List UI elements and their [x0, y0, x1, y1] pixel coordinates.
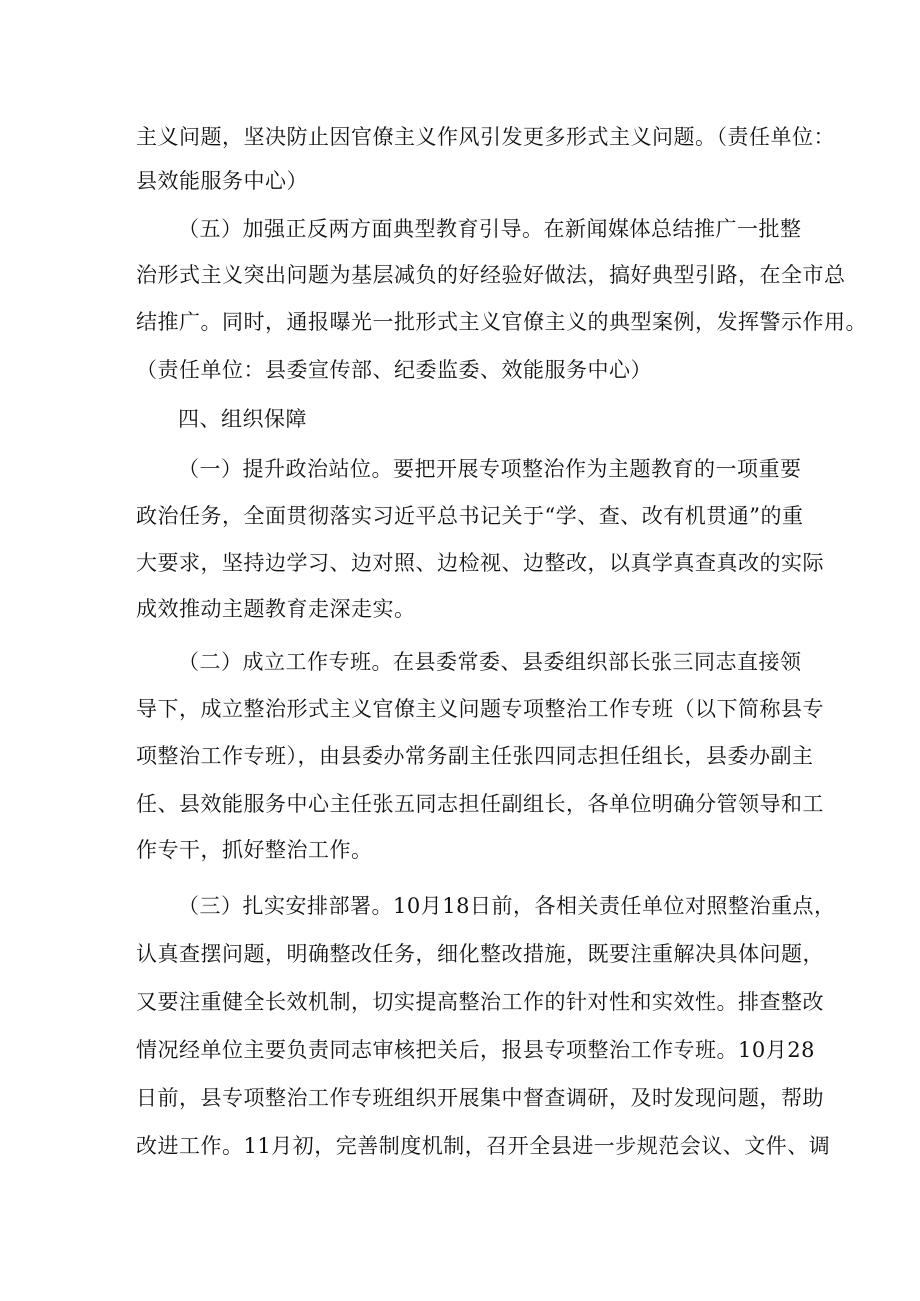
text-line: 结推广。同时，通报曝光一批形式主义官僚主义的典型案例，发挥警示作用。	[136, 310, 867, 334]
text-line: 导下，成立整治形式主义官僚主义问题专项整治工作专班（以下简称县专	[136, 697, 824, 721]
text-line: 成效推动主题教育走深走实。	[136, 597, 416, 621]
paragraph-5-heading: （五）加强正反两方面典型教育引导。在新闻媒体总结推广一批整	[178, 217, 802, 241]
text-line: 又要注重健全长效机制，切实提高整治工作的针对性和实效性。排查整改	[136, 990, 824, 1014]
text-line: 作专干，抓好整治工作。	[136, 838, 373, 862]
text-line: 大要求，坚持边学习、边对照、边检视、边整改，以真学真查真改的实际	[136, 551, 824, 575]
paragraph-1-heading: （一）提升政治站位。要把开展专项整治作为主题教育的一项重要	[178, 457, 802, 481]
section-heading: 四、组织保障	[178, 407, 307, 431]
text-line: 治形式主义突出问题为基层减负的好经验好做法，搞好典型引路，在全市总	[136, 263, 846, 287]
text-line: 任、县效能服务中心主任张五同志担任副组长，各单位明确分管领导和工	[136, 792, 824, 816]
text-line: 县效能服务中心）	[136, 169, 308, 193]
paragraph-3-heading: （三）扎实安排部署。10月18日前，各相关责任单位对照整治重点，	[178, 894, 836, 918]
text-line: 主义问题，坚决防止因官僚主义作风引发更多形式主义问题。（责任单位：	[136, 125, 835, 149]
text-line: 认真查摆问题，明确整改任务，细化整改措施，既要注重解决具体问题，	[136, 942, 824, 966]
text-line: 情况经单位主要负责同志审核把关后，报县专项整治工作专班。10月28	[136, 1038, 815, 1062]
text-line: 政治任务，全面贯彻落实习近平总书记关于“学、查、改有机贯通”的重	[136, 504, 804, 528]
text-line: 日前，县专项整治工作专班组织开展集中督查调研，及时发现问题，帮助	[136, 1086, 824, 1110]
text-line: （责任单位：县委宣传部、纪委监委、效能服务中心）	[136, 358, 652, 382]
text-line: 改进工作。11月初，完善制度机制，召开全县进一步规范会议、文件、调	[136, 1134, 831, 1158]
paragraph-2-heading: （二）成立工作专班。在县委常委、县委组织部长张三同志直接领	[178, 650, 802, 674]
text-line: 项整治工作专班），由县委办常务副主任张四同志担任组长，县委办副主	[136, 744, 814, 768]
